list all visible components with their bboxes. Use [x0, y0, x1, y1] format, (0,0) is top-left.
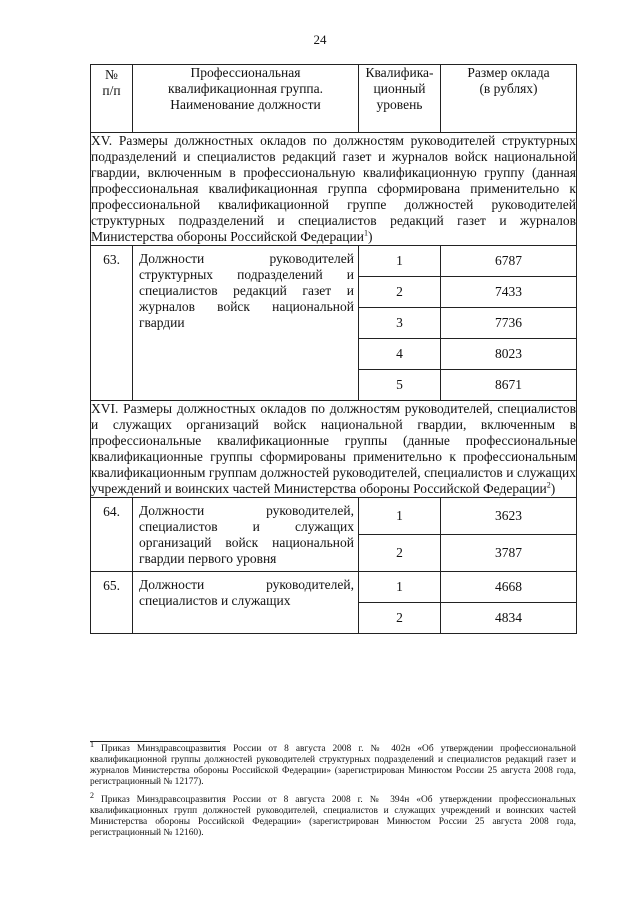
level-cell: 3: [359, 308, 441, 339]
header-level-line3: уровень: [376, 97, 423, 112]
level-cell: 2: [359, 603, 441, 634]
salary-cell: 3623: [441, 498, 577, 535]
header-salary-line2: (в рублях): [479, 81, 538, 96]
header-level-line1: Квалифика-: [365, 65, 434, 80]
section-xv-close: ): [367, 229, 373, 244]
position-description: Должности руководителей, специалистов и служащих: [133, 572, 359, 634]
level-cell: 4: [359, 339, 441, 370]
footnote-1-text: Приказ Минздравсоцразвития России от 8 августа 2008 г. № 402н «Об утверждении профессиональной квалификационной группы должностей руководителей структурных подразделений и специалистов редакций газет и журналов Министерства обороны Российской Федерации» (зарегистрирован Минюстом России 25 августа 2008 года, регистрационный № 12177).: [90, 744, 576, 787]
section-xv-text: XV. Размеры должностных окладов по должностям руководителей структурных подразделений и специалистов редакций газет и журналов войск национальной гвардии, включенным в профессиональную квалификационную группу (данная профессиональная квалификационная группа сформирована применительно к профессиональной квалификационной группе должностей руководителей структурных подразделений и специалистов редакций газет и журналов Министерства обороны Российской Федерации: [91, 133, 576, 244]
section-xv-heading: [91, 133, 577, 246]
level-cell: 2: [359, 535, 441, 572]
page-number: 24: [313, 32, 327, 47]
section-xvi-close: ): [550, 481, 556, 496]
header-group: [133, 65, 359, 133]
header-salary-line1: Размер оклада: [467, 65, 550, 80]
salary-cell: 8671: [441, 370, 577, 401]
table-header-row: [91, 65, 577, 133]
header-num: [91, 65, 133, 133]
salary-cell: 3787: [441, 535, 577, 572]
table-row: [91, 246, 577, 277]
salary-cell: 4834: [441, 603, 577, 634]
salary-cell: 7736: [441, 308, 577, 339]
header-level: [359, 65, 441, 133]
footnote-2-mark: 2: [90, 790, 94, 800]
level-cell: 1: [359, 246, 441, 277]
section-xvi-heading: [91, 401, 577, 498]
row-number: 65.: [91, 572, 133, 634]
salary-table: [90, 64, 577, 634]
level-cell: 5: [359, 370, 441, 401]
header-group-line1: Профессиональная: [190, 65, 301, 80]
footnote-ref-2[interactable]: 2: [546, 480, 551, 490]
footnote-1-mark: 1: [90, 739, 94, 749]
section-xvi-text: XVI. Размеры должностных окладов по должностям руководителей, специалистов и служащих организаций войск национальной гвардии, включенным в профессиональные квалификационные группы (данные профессиональные квалификационные группы сформированы применительно к профессиональным квалификационным группам должностей руководителей, специалистов и служащих учреждений и воинских частей Министерства обороны Российской Федерации: [91, 401, 576, 496]
salary-cell: 7433: [441, 277, 577, 308]
footnote-2-text: Приказ Минздравсоцразвития России от 8 августа 2008 г. № 394н «Об утверждении профессиональных квалификационных групп должностей руководителей, специалистов и служащих учреждений и воинских частей Министерства обороны Российской Федерации» (зарегистрирован Минюстом России 25 августа 2008 года, регистрационный № 12160).: [90, 795, 576, 838]
salary-cell: 8023: [441, 339, 577, 370]
salary-cell: 4668: [441, 572, 577, 603]
footnote-separator: [90, 741, 220, 742]
header-salary: [441, 65, 577, 133]
section-xvi-row: [91, 401, 577, 498]
table-row: [91, 498, 577, 535]
level-cell: 1: [359, 572, 441, 603]
footnote-ref-1[interactable]: 1: [363, 228, 368, 238]
footnote-2: [90, 790, 576, 839]
header-num-line1: №: [105, 67, 118, 82]
section-xv-row: [91, 133, 577, 246]
position-description: Должности руководителей, специалистов и служащих организаций войск национальной гвардии первого уровня: [133, 498, 359, 572]
header-num-line2: п/п: [102, 83, 121, 98]
level-cell: 2: [359, 277, 441, 308]
level-cell: 1: [359, 498, 441, 535]
header-group-line2: квалификационная группа.: [167, 81, 324, 96]
position-description: Должности руководителей структурных подразделений и специалистов редакций газет и журналов войск национальной гвардии: [133, 246, 359, 401]
header-level-line2: ционный: [373, 81, 426, 96]
header-group-line3: Наименование должности: [170, 97, 321, 112]
row-number: 63.: [91, 246, 133, 401]
row-number: 64.: [91, 498, 133, 572]
table-row: [91, 572, 577, 603]
footnote-1: [90, 739, 576, 788]
salary-cell: 6787: [441, 246, 577, 277]
